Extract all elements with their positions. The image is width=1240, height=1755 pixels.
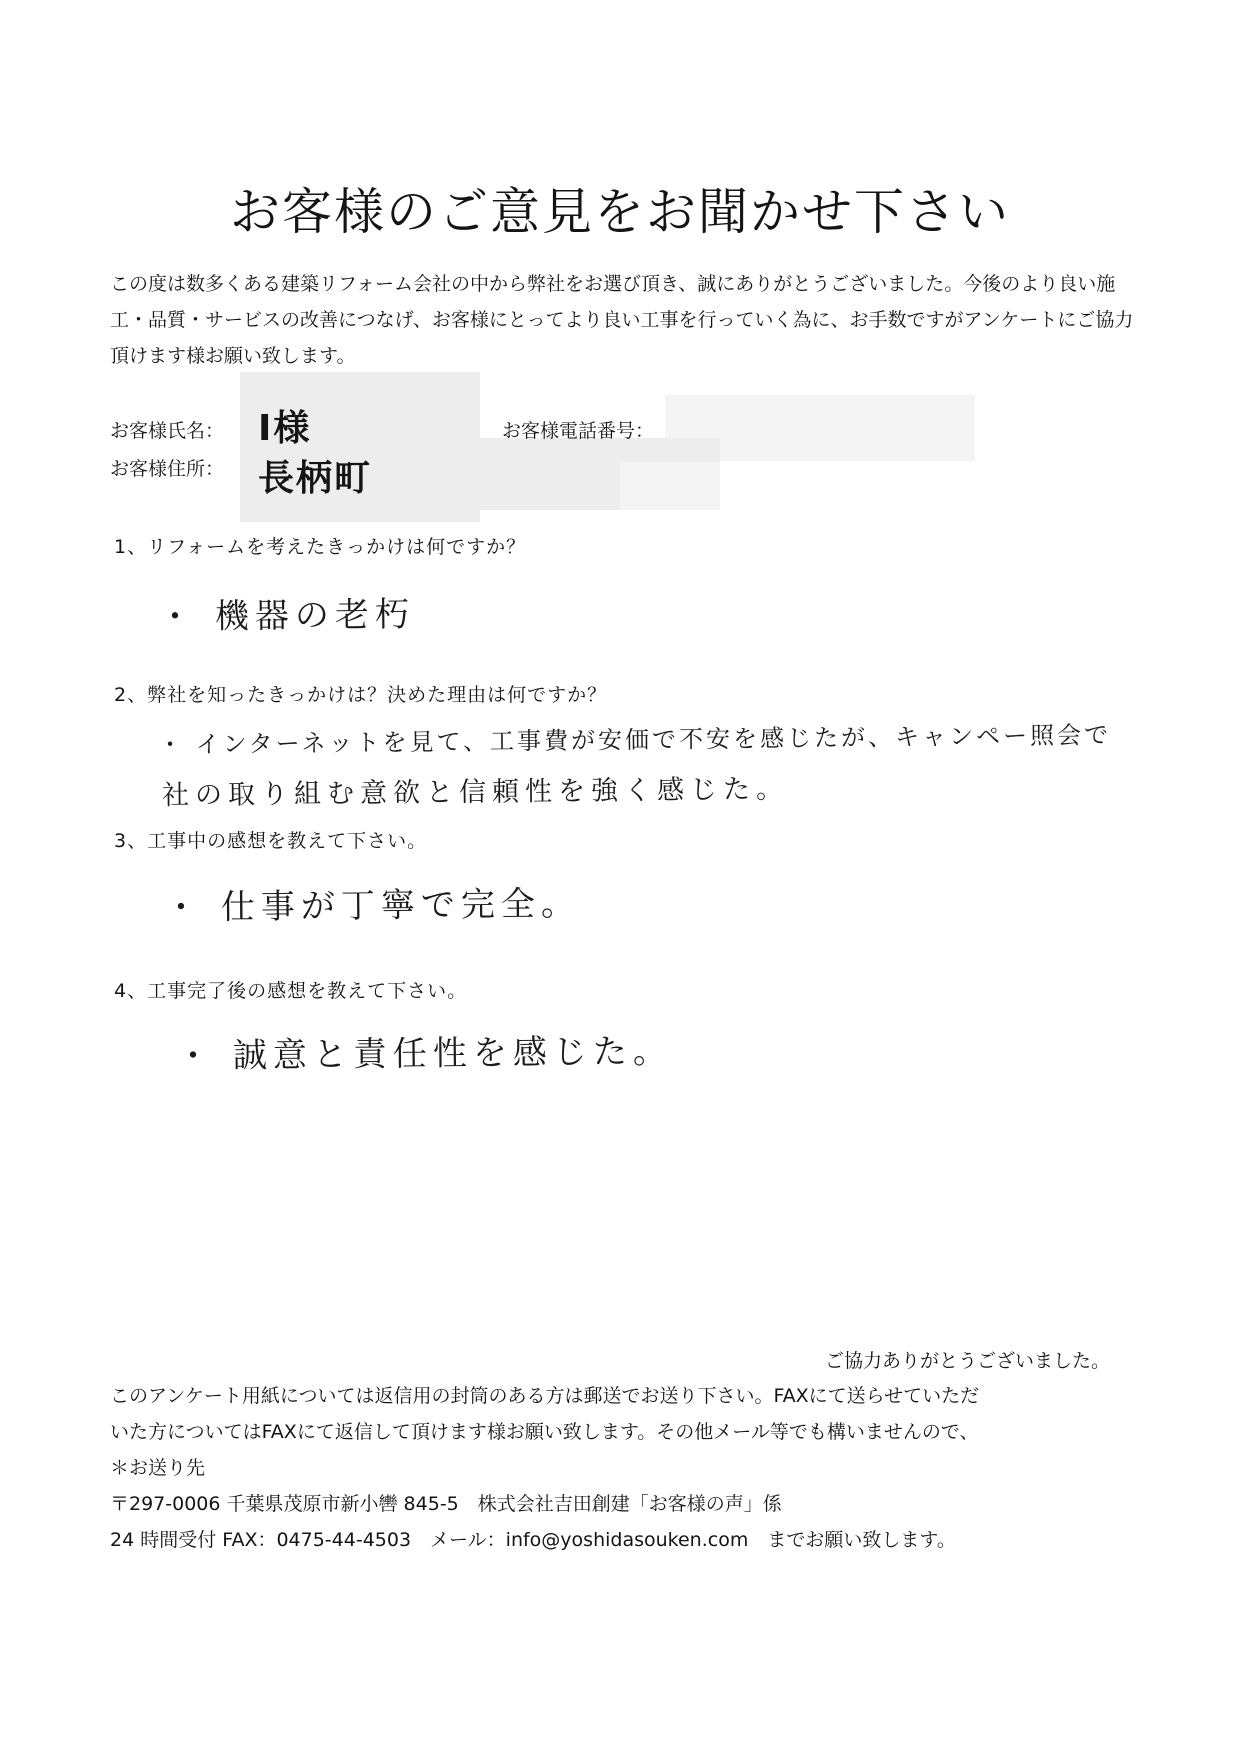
question-text: 2、弊社を知ったきっかけは？決めた理由は何ですか？ (114, 684, 608, 706)
return-note-line: このアンケート用紙については返信用の封筒のある方は郵送でお送り下さい。FAXにて送らせていただ (110, 1385, 980, 1407)
handwritten-answer: ・ インターネットを見て、工事費が安価で不安を感じたが、キャンペー照会で (157, 721, 1112, 759)
thanks-text: ご協力ありがとうございました。 (824, 1350, 1110, 1372)
redaction-box (620, 462, 720, 510)
handwritten-answer: 社の取り組む意欲と信頼性を強く感じた。 (161, 773, 790, 812)
page-title: お客様のご意見をお聞かせ下さい (230, 183, 1010, 241)
customer-address-value: 長柄町 (258, 458, 373, 499)
intro-paragraph: この度は数多くある建築リフォーム会社の中から弊社をお選び頂き、誠にありがとうございました。今後のより良い施工・品質・サービスの改善につなげ、お客様にとってより良い工事を行っていく為に、お手数ですがアンケートにご協力頂けます様お願い致します。 (110, 273, 1134, 367)
question-text: 4、工事完了後の感想を教えて下さい。 (114, 980, 468, 1002)
question-text: 1、リフォームを考えたきっかけは何ですか？ (114, 536, 527, 558)
handwritten-answer: ・ 仕事が丁寧で完全。 (163, 883, 582, 929)
customer-name-label: お客様氏名： (110, 420, 225, 442)
contact-info: 24 時間受付 FAX：0475-44-4503 メール：info@yoshidasouken.com までお願い致します。 (110, 1529, 956, 1551)
customer-address-label: お客様住所： (110, 458, 225, 480)
customer-name-value: I様 (258, 408, 312, 449)
handwritten-answer: ・ 機器の老朽 (157, 594, 416, 638)
customer-phone-label: お客様電話番号： (502, 420, 655, 442)
send-to-label: ＊お送り先 (110, 1457, 206, 1479)
return-note-line: いた方についてはFAXにて返信して頂けます様お願い致します。その他メール等でも構いませんので、 (110, 1421, 979, 1443)
handwritten-answer: ・ 誠意と責任性を感じた。 (175, 1031, 674, 1077)
question-text: 3、工事中の感想を教えて下さい。 (114, 830, 428, 852)
postal-address: 〒297-0006 千葉県茂原市新小轡 845-5 株式会社吉田創建「お客様の声」係 (110, 1493, 782, 1515)
